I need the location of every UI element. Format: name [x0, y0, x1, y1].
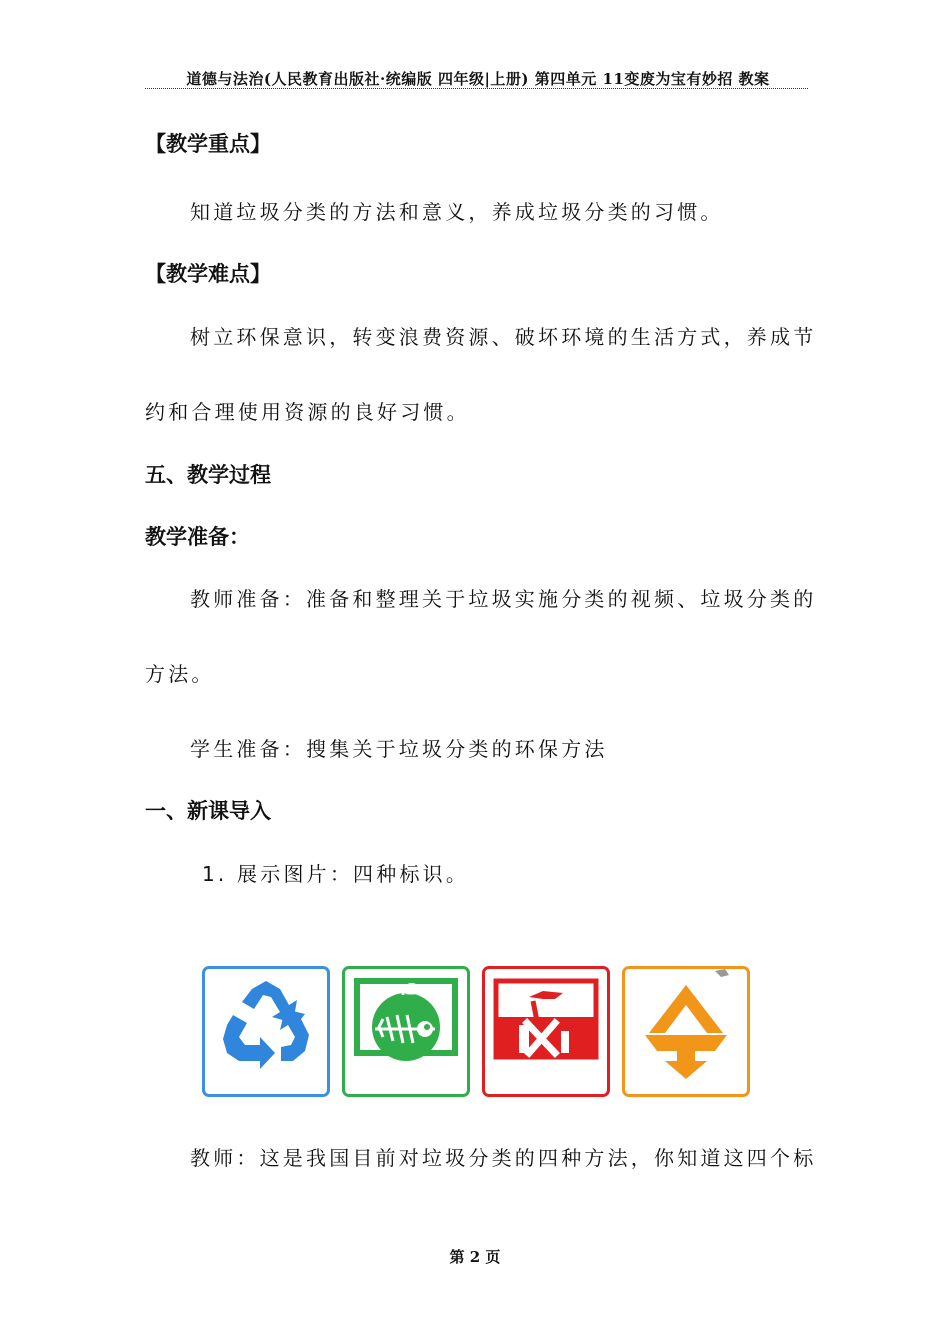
intro-list-item — [202, 858, 469, 887]
key-points-text: 知道垃圾分类的方法和意义，养成垃圾分类的习惯。 — [190, 200, 724, 224]
difficulties-text-line2: 约和合理使用资源的良好习惯。 — [145, 400, 470, 424]
document-header: 道德与法治(人民教育出版社·统编版 四年级|上册) 第四单元 11变废为宝有妙招 教案 — [186, 70, 770, 88]
teacher-prep-line1: 教师准备：准备和整理关于垃圾实施分类的视频、垃圾分类的 — [190, 587, 817, 611]
difficulties-heading: 【教学难点】 — [145, 261, 271, 286]
process-heading: 五、教学过程 — [145, 462, 271, 487]
other-waste-icon — [625, 969, 747, 1094]
kitchen-waste-sign — [342, 966, 470, 1097]
teacher-prep-line2: 方法。 — [145, 662, 215, 686]
waste-sorting-signs — [200, 966, 756, 1104]
list-item-text: 展示图片：四种标识。 — [237, 862, 470, 886]
difficulties-text-line1: 树立环保意识，转变浪费资源、破坏环境的生活方式，养成节 — [190, 325, 817, 349]
prep-heading: 教学准备： — [145, 524, 250, 549]
other-waste-sign — [622, 966, 750, 1097]
recyclable-sign — [202, 966, 330, 1097]
header-divider — [145, 88, 808, 89]
list-number: 1. — [202, 862, 228, 886]
page-number: 第 2 页 — [449, 1248, 501, 1266]
student-prep: 学生准备：搜集关于垃圾分类的环保方法 — [190, 737, 608, 761]
hazardous-waste-icon — [485, 969, 607, 1094]
kitchen-waste-icon — [345, 969, 467, 1094]
teacher-talk-text: 教师：这是我国目前对垃圾分类的四种方法，你知道这四个标 — [190, 1146, 817, 1170]
intro-heading: 一、新课导入 — [145, 798, 271, 823]
hazardous-waste-sign — [482, 966, 610, 1097]
recycle-icon — [205, 969, 327, 1094]
key-points-heading: 【教学重点】 — [145, 131, 271, 156]
